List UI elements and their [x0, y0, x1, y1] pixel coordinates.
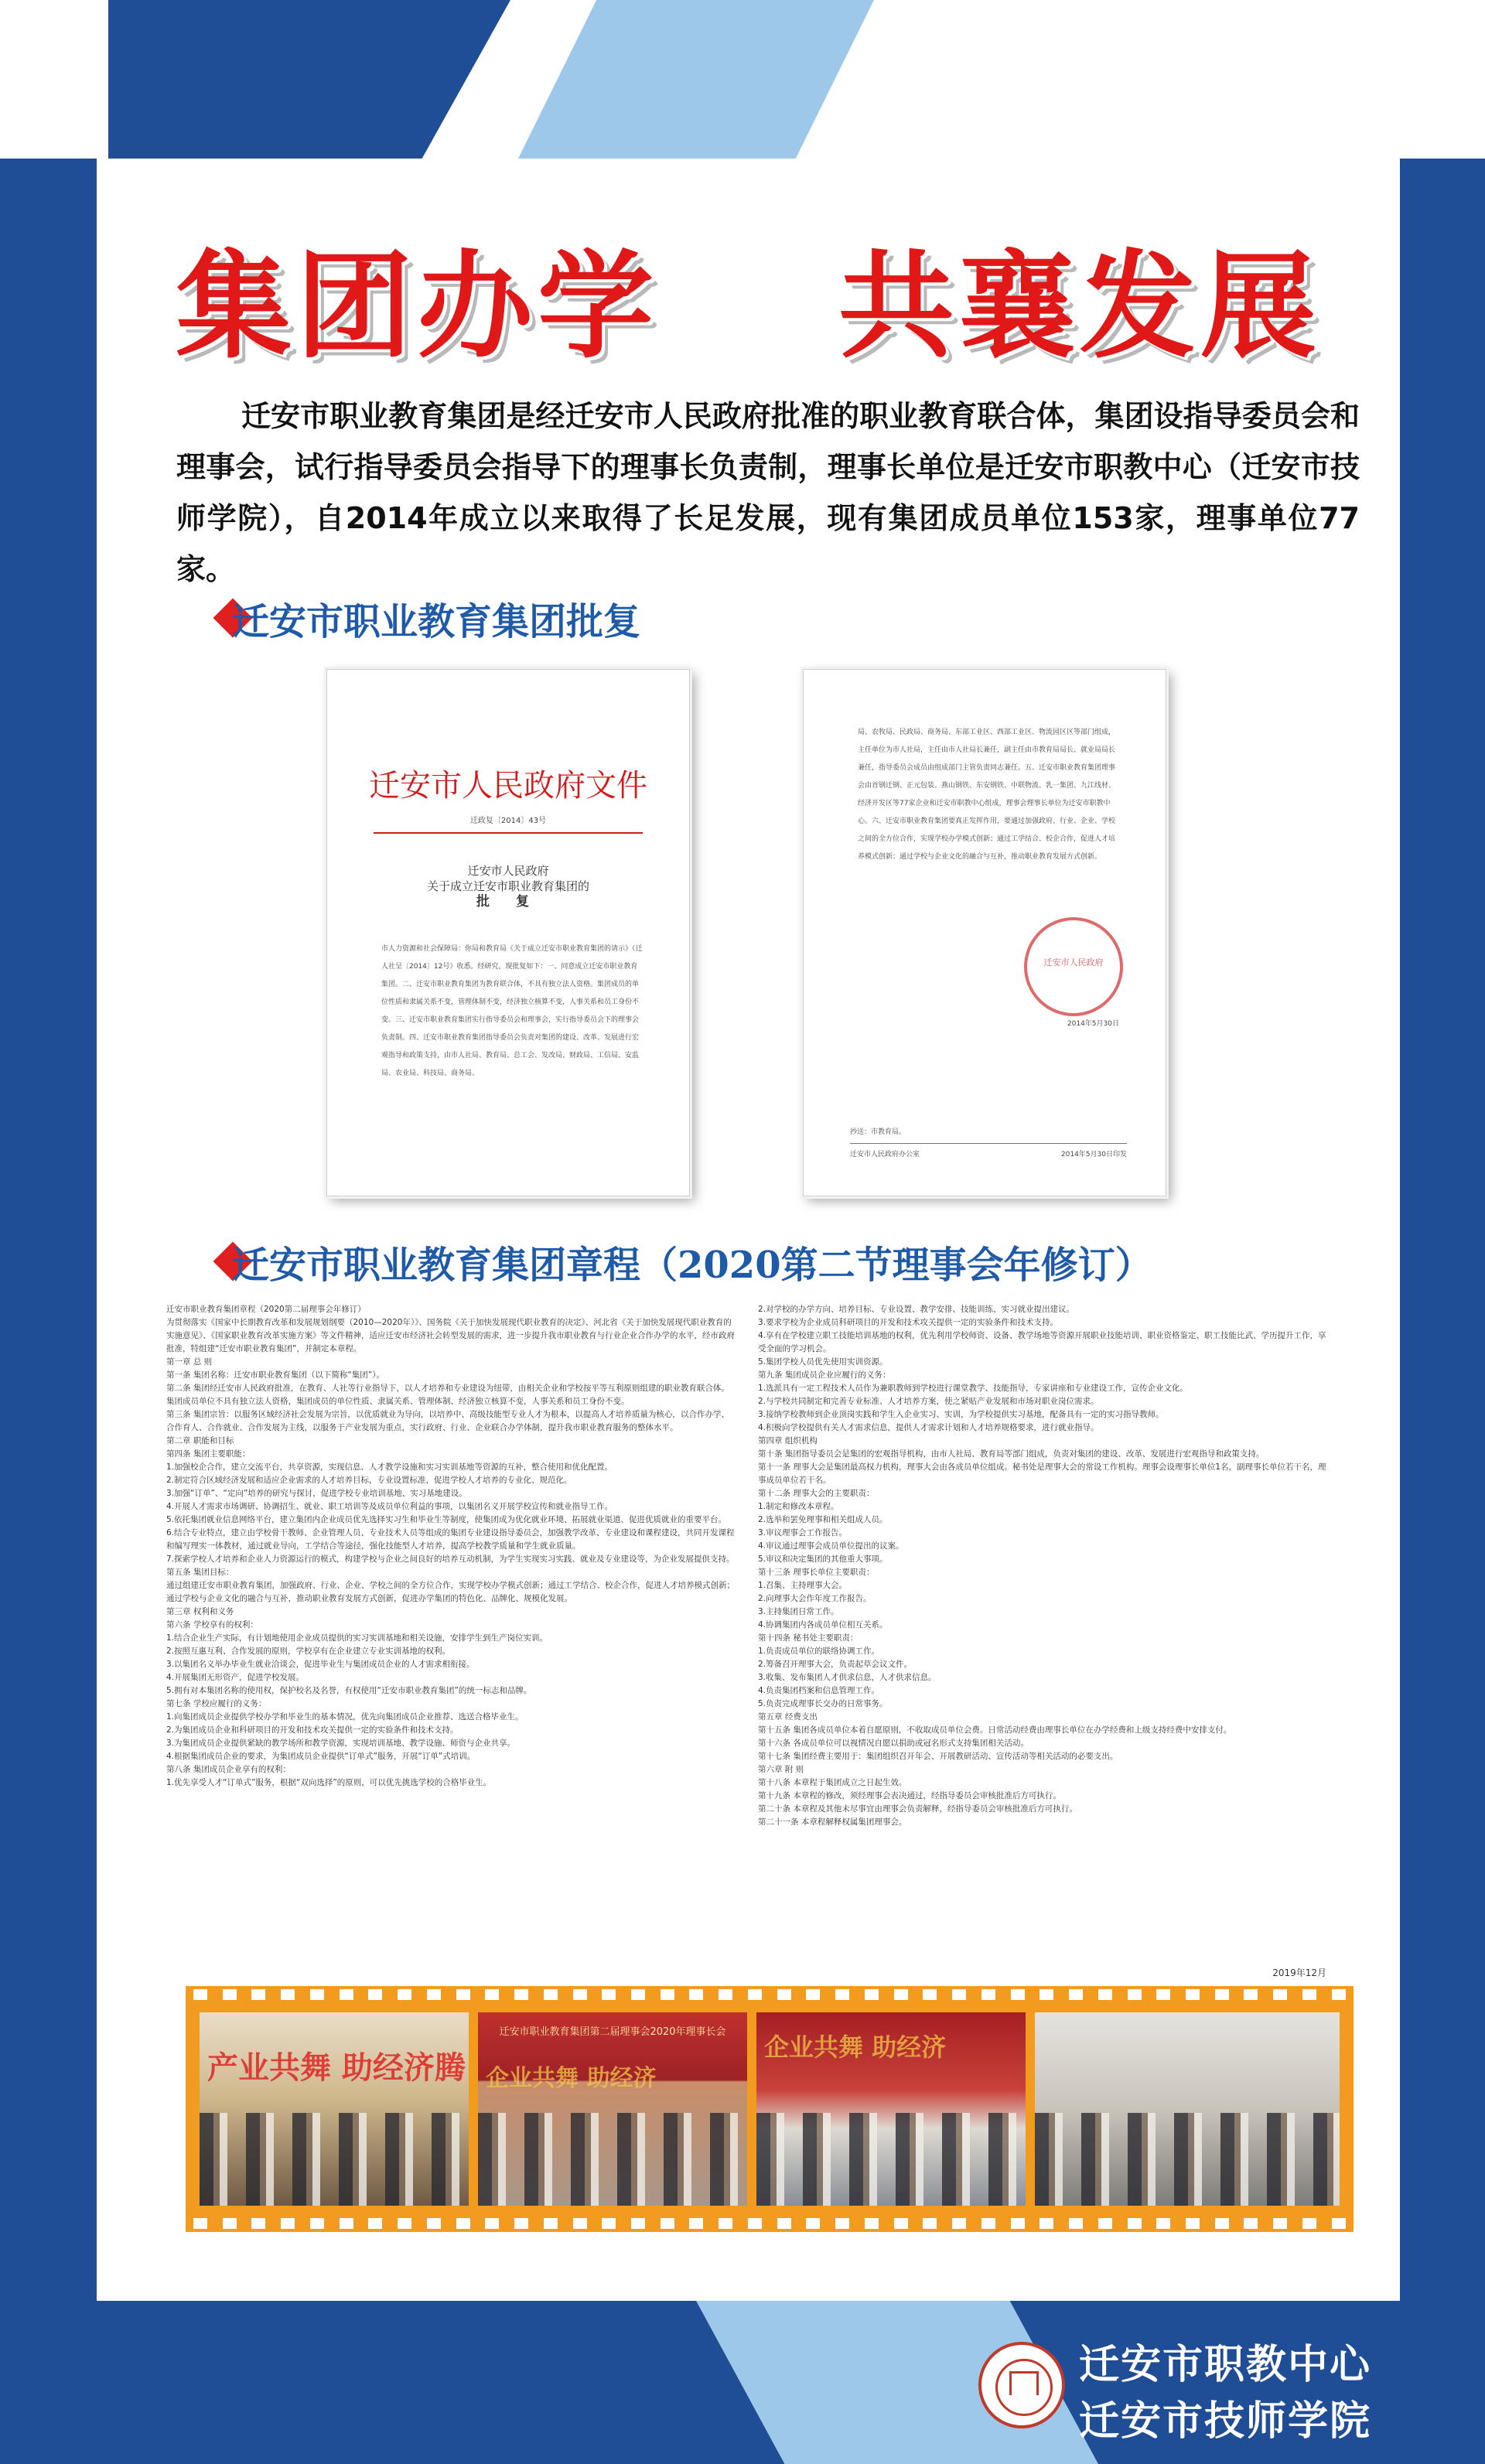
school-emblem-icon [978, 2342, 1065, 2428]
charter-text [166, 1303, 1326, 1980]
headline: 集团办学 共襄发展 [176, 240, 1321, 374]
approval-document-page-1 [326, 669, 690, 1196]
photo-people [1035, 2113, 1340, 2206]
document-office: 迁安市人民政府办公室 [850, 1151, 920, 1159]
document-title [327, 863, 689, 909]
film-holes-bottom [193, 2215, 1346, 2232]
document-footer [850, 1143, 1127, 1159]
photo-award-handshake [756, 2012, 1026, 2206]
document-header: 迁安市人民政府文件 [369, 768, 647, 804]
document-red-rule [374, 832, 643, 834]
official-seal-icon [1024, 917, 1123, 1016]
photo-people [478, 2113, 747, 2206]
brand-line-1: 迁安市职教中心 [1079, 2342, 1372, 2388]
brand-line-2: 迁安市技师学院 [1079, 2398, 1372, 2445]
document-body: 局、农牧局、民政局、商务局、东部工业区、西部工业区、物流园区区等部门组成，主任单位为市人社局，主任由市人社局长兼任，副主任由市教育局局长、就业局局长兼任，指导委员会成员由组成部门主管负责同志兼任。五、迁安市职业教育集团理事会由首钢迁钢、正元包装、燕山钢铁、东安钢铁、中联物流、乳一集团、九江线材、经济开发区等77家企业和迁安市职教中心组成，理事会理事长单位为迁安市职教中心。六、迁安市职业教育集团要真正发挥作用，要通过加强政府、行业、企业、学校之间的全方位合作，实现学校办学模式创新；通过工学结合、校企合作，促进人才培养模式创新；通过学校与企业文化的融合与互补，推动职业教育发展方式创新。 [858, 729, 1116, 861]
charter-column-right: 2.对学校的办学方向、培养目标、专业设置、教学安排、技能训练、实习就业提出建议。 3.要求学校为企业成员科研项目的开发和技术攻关提供一定的实验条件和技术支持。 4.享有在学校建立职工技能培训基地的权利，优先利用学校师资、设备、教学场地等资源开展职业技能培训、职业资格鉴定、职工技能比武、学历提升工作，享受全面的学习机会。 5.集团学校人员优先使用实训资源。 第九条 集团成员企业应履行的义务： 1.选派具有一定工程技术人员作为兼职教师到学校进行课堂教学、技能指导，专家讲座和专业建设工作，宣传企业文化。 2.与学校共同制定和完善专业标准、人才培养方案，使之紧贴产业发展和市场对职业岗位需求。 3.接纳学校教师到企业顶岗实践和学生入企业实习、实训，为学校提供实习基地，配备具有一定的实习指导教师。 4.积极向学校提供有关人才需求信息，提供人才需求计划和人才培养规格要求，进行就业指导。 第四章 组织机构 第十条 集团指导委员会是集团的宏观指导机构，由市人社局、教育局等部门组成，负责对集团的建设、改革、发展进行宏观指导和政策支持。 第十一条 理事大会是集团最高权力机构，理事大会由各成员单位组成。秘书处是理事大会的常设工作机构。理事会设理事长单位1名，副理事长单位若干名，理事成员单位若干名。 第十二条 理事大会的主要职责： 1.制定和修改本章程。 2.选举和罢免理事和相关组成人员。 3.审议理事会工作报告。 4.审议通过理事会成员单位提出的议案。 5.审议和决定集团的其他重大事项。 第十三条 理事长单位主要职责： 1.召集、主持理事大会。 2.向理事大会作年度工作报告。 3.主持集团日常工作。 4.协调集团内各成员单位相互关系。 第十四条 秘书处主要职责： 1.负责成员单位的联络协调工作。 2.筹备召开理事大会，负责起草会议文件。 3.收集、发布集团人才供求信息，人才供求信息。 4.负责集团档案和信息管理工作。 5.负责完成理事长交办的日常事务。 第五章 经费支出 第十五条 集团各成员单位本着自愿原则，不收取成员单位会费。日常活动经费由理事长单位在办学经费和上级支持经费中安排支付。 第十六条 各成员单位可以视情况自愿以捐助或冠名形式支持集团相关活动。 第十七条 集团经费主要用于：集团组织召开年会、开展教研活动、宣传活动等相关活动的必要支出。 第六章 附 则 第十八条 本章程于集团成立之日起生效。 第十九条 本章程的修改，须经理事会表决通过，经指导委员会审核批准后方可执行。 第二十条 本章程及其他未尽事宜由理事会负责解释，经指导委员会审核批准后方可执行。 第二十一条 本章程解释权属集团理事会。 [758, 1305, 1326, 1827]
photo-film-strip [186, 1986, 1354, 2232]
photo-people [200, 2113, 469, 2206]
photo-exhibition-visit [1035, 2012, 1340, 2206]
section-title-charter: 迁安市职业教育集团章程（2020第二节理事会年修订） [232, 1244, 1152, 1287]
photo-caption: 迁安市职业教育集团第二届理事会2020年理事长会 [499, 2026, 726, 2038]
seal-text: 迁安市人民政府 [1043, 957, 1104, 968]
document-title-line3: 批 复 [476, 894, 540, 909]
document-body: 市人力资源和社会保障局：你局和教育局《关于成立迁安市职业教育集团的请示》（迁人社呈〔2014〕12号）收悉。经研究，现批复如下：一、同意成立迁安市职业教育集团。二、迁安市职业教育集团为教育联合体，不具有独立法人资格。集团成员的单位性质和隶属关系不变，管理体制不变，经济独立核算不变，人事关系和员工身份不变。三、迁安市职业教育集团实行指导委员会和理事会，实行指导委员会下的理事会负责制。四、迁安市职业教育集团指导委员会负责对集团的建设、改革、发展进行宏观指导和政策支持，由市人社局、教育局、总工会、发改局、财政局、工信局、安监局、农业局、科技局、商务局、 [381, 945, 643, 1077]
document-title-line1: 迁安市人民政府 [467, 864, 549, 878]
right-blue-border [1400, 159, 1485, 2301]
charter-date: 2019年12月 [1272, 1967, 1326, 1978]
photo-people [756, 2113, 1026, 2206]
photo-slogan: 企业共舞 助经济 [764, 2032, 947, 2062]
document-title-line2: 关于成立迁安市职业教育集团的 [426, 879, 589, 893]
photo-signing-ceremony [200, 2012, 469, 2206]
approval-document-page-2 [803, 669, 1166, 1196]
photo-slogan: 产业共舞 助经济腾 [207, 2050, 466, 2086]
photo-council-meeting [478, 2012, 747, 2206]
film-holes-top [193, 1986, 1346, 2003]
document-print-date: 2014年5月30日印发 [1060, 1151, 1127, 1159]
intro-paragraph: 迁安市职业教育集团是经迁安市人民政府批准的职业教育联合体，集团设指导委员会和理事会，试行指导委员会指导下的理事长负责制，理事长单位是迁安市职教中心（迁安市技师学院），自2014年成立以来取得了长足发展，现有集团成员单位153家，理事单位77家。 [176, 399, 1360, 586]
document-number: 迁政复〔2014〕43号 [469, 817, 547, 825]
document-cc: 抄送：市教育局。 [850, 1128, 906, 1136]
section-title-approval: 迁安市职业教育集团批复 [232, 600, 641, 643]
photo-slogan: 企业共舞 助经济 [486, 2065, 657, 2092]
document-sign-date: 2014年5月30日 [1067, 1020, 1119, 1028]
charter-column-left: 迁安市职业教育集团章程（2020第二届理事会年修订） 为贯彻落实《国家中长期教育改革和发展规划纲要（2010—2020年）》、国务院《关于加快发展现代职业教育的决定》、河北省《关于加快发展现代职业教育的实施意见》、《国家职业教育改革实施方案》等文件精神，适应迁安市经济社会转型发展的需求，进一步提升我市职业教育与行业企业合作办学的水平，经市政府批准，特组建“迁安市职业教育集团”，并制定本章程。 第一章 总 则 第一条 集团名称：迁安市职业教育集团（以下简称“集团”）。 第二条 集团经迁安市人民政府批准，在教育、人社等行业指导下，以人才培养和专业建设为纽带，由相关企业和学校按平等互利原则组建的职业教育联合体。集团成员单位不具有独立法人资格，集团成员的单位性质、隶属关系、管理体制、经济独立核算不变，人事关系和员工身份不变。 第三条 集团宗旨：以服务区域经济社会发展为宗旨，以优质就业为导向，以培养中、高级技能型专业人才为根本，以提高人才培养质量为核心，以合作办学、合作育人、合作就业、合作发展为主线，以服务于产业发展为重点，实行政府、行业、企业联合办学体制，提升我市职业教育服务的整体水平。 第二章 职能和目标 第四条 集团主要职能： 1.加强校企合作，建立交流平台，共享资源，实现信息、人才教学设施和实习实训基地等资源的互补，整合使用和优化配置。 2.制定符合区域经济发展和适应企业需求的人才培养目标，专业设置标准，促进学校人才培养的专业化、规范化。 3.加强“订单”、“定向”培养的研究与探讨，促进学校专业培训基地、实习基地建设。 4.开展人才需求市场调研、协调招生、就业、职工培训等及成员单位利益的事项，以集团名义开展学校宣传和就业指导工作。 5.依托集团就业信息网络平台，建立集团内企业成员优先选择实习生和毕业生等制度，使集团成为优化就业环境、拓展就业渠道、促进优质就业的重要平台。 6.结合专业特点，建立由学校骨干教师、企业管理人员、专业技术人员等组成的集团专业建设指导委员会，加强教学改革、专业建设和课程建设，共同开发课程和编写理实一体教材，通过就业导向，工学结合等途径，强化技能型人才培养，提高学校教学质量和学生就业质量。 7.探索学校人才培养和企业人力资源运行的模式，构建学校与企业之间良好的培养互动机制，为学生实现实习实践、就业及专业建设等，为企业发展提供支持。 第五条 集团目标： 通过组建迁安市职业教育集团，加强政府、行业、企业、学校之间的全方位合作，实现学校办学模式创新；通过工学结合、校企合作，促进人才培养模式创新；通过学校与企业文化的融合与互补，推动职业教育发展方式创新，促进办学集团的特色化、品牌化、规模化发展。 第三章 权利和义务 第六条 学校享有的权利： 1.结合企业生产实际，有计划地使用企业成员提供的实习实训基地和相关设施，安排学生到生产岗位实训。 2.按照互惠互利、合作发展的原则，学校享有在企业建立专业实训基地的权利。 3.以集团名义举办毕业生就业洽谈会，促进毕业生与集团成员企业的人才需求相衔接。 4.开展集团无形资产，促进学校发展。 5.拥有对本集团名称的使用权，保护校名及名誉，有权使用“迁安市职业教育集团”的统一标志和品牌。 第七条 学校应履行的义务： 1.向集团成员企业提供学校办学和毕业生的基本情况，优先向集团成员企业推荐、选送合格毕业生。 2.为集团成员企业和科研项目的开发和技术攻关提供一定的实验条件和技术支持。 3.为集团成员企业提供紧缺的教学场所和教学资源，实现培训基地、教学设施、师资与企业共享。 4.根据集团成员企业的要求，为集团成员企业提供“订单式”服务，开展“订单”式培训。 第八条 集团成员企业享有的权利： 1.优先享受人才“订单式”服务，根据“双向选择”的原则，可以优先挑选学校的合格毕业生。 [166, 1305, 735, 1787]
left-blue-border [0, 159, 97, 2301]
